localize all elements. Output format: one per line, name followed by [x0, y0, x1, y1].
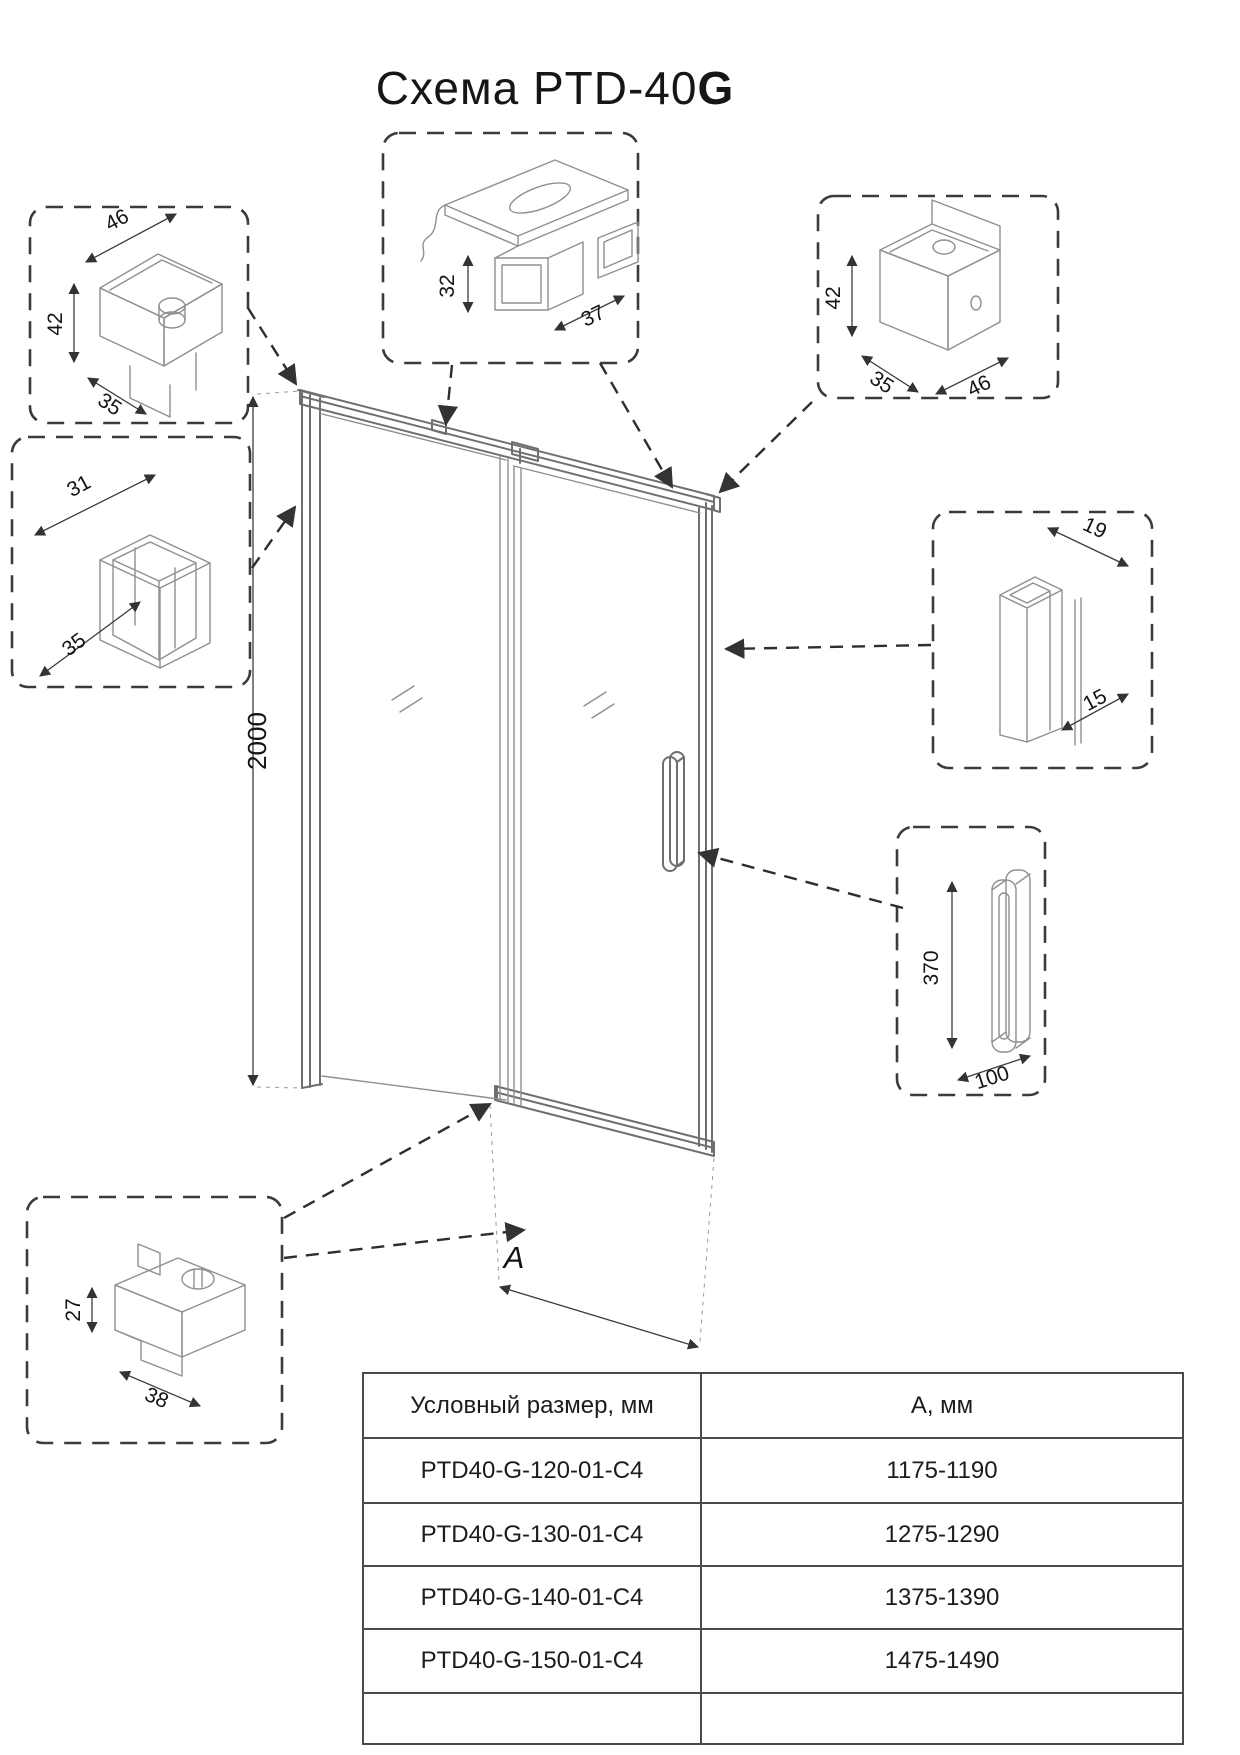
- dim-bracket-width: 46: [101, 204, 133, 236]
- bracket-3d-view: [100, 254, 222, 417]
- dim-handle-height: 370: [920, 950, 943, 986]
- dim-door-width: A: [503, 1240, 525, 1275]
- header-size: Условный размер, мм: [363, 1373, 701, 1438]
- dim-door-height: 2000: [242, 712, 272, 770]
- title-main: Схема PTD-40: [375, 61, 698, 114]
- dim-rail-depth: 37: [577, 300, 609, 332]
- table-row: [363, 1503, 1183, 1566]
- bottom-bracket-3d-view: [115, 1244, 245, 1376]
- bracket-right-3d-view: [880, 200, 1000, 350]
- cell-model: PTD40-G-140-01-C4: [363, 1566, 701, 1629]
- table-header-row: [363, 1373, 1183, 1438]
- dim-bracket-height: 42: [44, 312, 67, 336]
- table-row: [363, 1629, 1183, 1693]
- door-frame: [298, 390, 720, 1156]
- door-handle: [663, 752, 684, 871]
- detail-glass-holder-profile: [933, 512, 1152, 768]
- dim-seal-depth: 15: [1079, 684, 1111, 716]
- dim-wall-depth: 35: [57, 628, 91, 662]
- handle-3d-view: [992, 870, 1030, 1052]
- cell-range: 1175-1190: [701, 1438, 1183, 1503]
- detail-top-left-bracket: [30, 205, 248, 423]
- dim-bottom-height: 27: [62, 1298, 85, 1322]
- cell-range: 1375-1390: [701, 1566, 1183, 1629]
- table-cell-empty: [363, 1693, 701, 1744]
- dim-bracket2-height: 42: [822, 286, 845, 310]
- cell-model: PTD40-G-150-01-C4: [363, 1629, 701, 1693]
- cell-model: PTD40-G-120-01-C4: [363, 1438, 701, 1503]
- dim-bracket-depth: 35: [93, 388, 126, 421]
- glass-panels: [322, 414, 700, 1106]
- dim-wall-width: 31: [63, 470, 95, 502]
- cell-range: 1275-1290: [701, 1503, 1183, 1566]
- detail-top-rail-profile: [383, 133, 638, 363]
- cell-range: 1475-1490: [701, 1629, 1183, 1693]
- table-row: [363, 1438, 1183, 1503]
- detail-handle: [897, 827, 1045, 1095]
- size-table: [362, 1372, 1184, 1745]
- cell-model: PTD40-G-130-01-C4: [363, 1503, 701, 1566]
- dim-bottom-width: 38: [141, 1382, 172, 1414]
- dim-seal-width: 19: [1079, 512, 1111, 544]
- detail-bottom-bracket: [27, 1197, 282, 1443]
- dim-bracket2-width: 46: [963, 370, 995, 402]
- dim-handle-width: 100: [971, 1061, 1013, 1095]
- detail-wall-profile: [12, 437, 250, 687]
- header-a: А, мм: [701, 1373, 1183, 1438]
- shower-door-drawing: [242, 390, 720, 1347]
- seal-3d-view: [1000, 577, 1081, 745]
- detail-top-right-bracket: [818, 196, 1058, 402]
- table-cell-empty: [701, 1693, 1183, 1744]
- dim-rail-height: 32: [436, 274, 459, 298]
- wall-profile-3d-view: [100, 535, 210, 668]
- table-empty-row: [363, 1693, 1183, 1744]
- title-suffix: G: [697, 61, 735, 114]
- dim-bracket2-depth: 35: [865, 366, 898, 399]
- table-row: [363, 1566, 1183, 1629]
